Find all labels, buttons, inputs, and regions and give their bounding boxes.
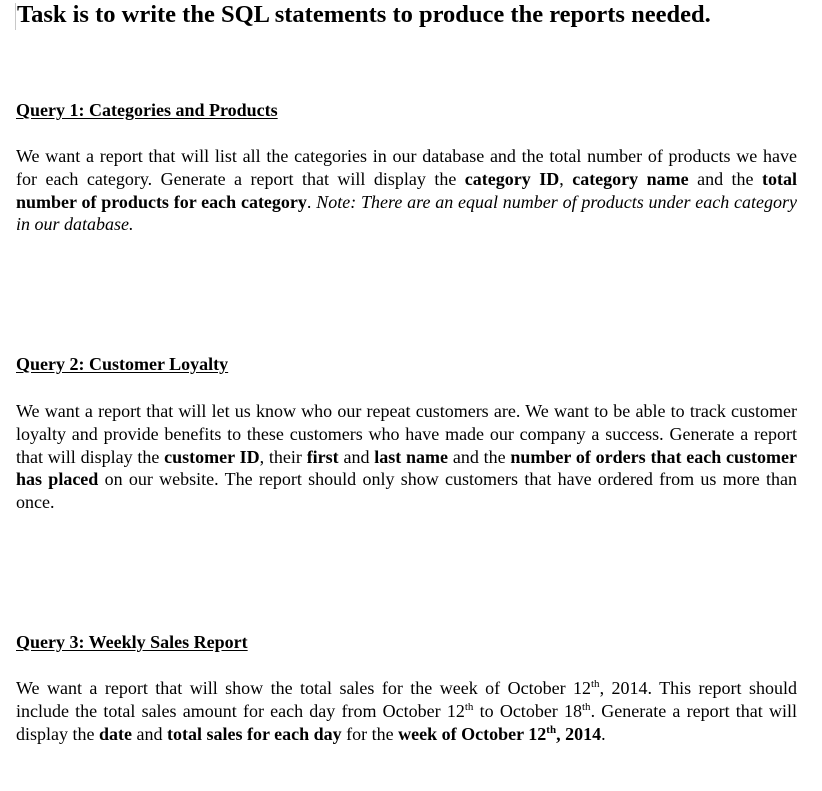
query2-text-a: We want a report that will let us know who our repeat customers are. We want to be able to track customer loyalty and provide benefits to these customers who have made our company a success. Generate a report that will display the — [16, 401, 797, 467]
query2-bold-customer-id: customer ID — [164, 446, 260, 467]
query3-paragraph — [16, 677, 797, 745]
query3-text-d: . Generate a report that will display the — [16, 700, 797, 744]
document-title: Task is to write the SQL statements to produce the reports needed. — [17, 1, 711, 28]
query1-note: Note: There are an equal number of products under each category in our database. — [16, 191, 798, 235]
query1-bold-category-name: category name — [572, 168, 689, 189]
query1-text-b: , — [559, 168, 573, 189]
query3-bold-week — [398, 724, 601, 744]
query2-text-c: and — [338, 446, 375, 467]
query3-text-c: to October 18 — [473, 700, 582, 721]
query2-heading: Query 2: Customer Loyalty — [16, 354, 229, 374]
query2-bold-first: first — [306, 446, 339, 467]
query1-bold-total-products: total number of products for each category — [16, 168, 797, 212]
query3-text-b: , 2014. This report should include the total sales amount for each day from October 12 — [16, 678, 797, 721]
query3-bold-week-sup: th — [546, 723, 557, 736]
query3-bold-total-sales: total sales for each day — [167, 723, 342, 744]
query2-bold-last-name: last name — [374, 446, 449, 467]
query1-bold-category-id: category ID — [464, 168, 560, 189]
query2-text-b: , their — [259, 446, 307, 467]
query1-text-c: and the — [688, 168, 762, 189]
query3-bold-date: date — [99, 723, 132, 744]
query1-heading: Query 1: Categories and Products — [16, 100, 278, 120]
query3-text-e: and — [132, 723, 167, 744]
query3-heading: Query 3: Weekly Sales Report — [16, 632, 248, 652]
text-cursor — [15, 3, 16, 30]
query3-text-f: for the — [341, 723, 399, 744]
query1-paragraph — [16, 145, 797, 236]
query2-text-e: on our website. The report should only show customers that have ordered from us more than once. — [16, 469, 797, 513]
query3-sup-3: th — [582, 700, 591, 713]
query3-sup-1: th — [591, 678, 600, 690]
query3-text-g: . — [601, 723, 606, 744]
query3-sup-2: th — [464, 700, 474, 713]
query2-bold-number-orders: number of orders that each customer has placed — [16, 446, 797, 490]
query3-bold-week-b: , 2014 — [556, 723, 602, 744]
query2-text-d: and the — [448, 446, 511, 467]
query3-text-a: We want a report that will show the total sales for the week of October 12 — [16, 678, 591, 698]
query3-bold-week-a: week of October 12 — [398, 723, 547, 744]
query2-paragraph — [16, 400, 797, 514]
query1-text-d: . — [306, 191, 317, 212]
query1-text-a: We want a report that will list all the categories in our database and the total number of products we have for each category. Generate a report that will display the — [16, 146, 797, 189]
